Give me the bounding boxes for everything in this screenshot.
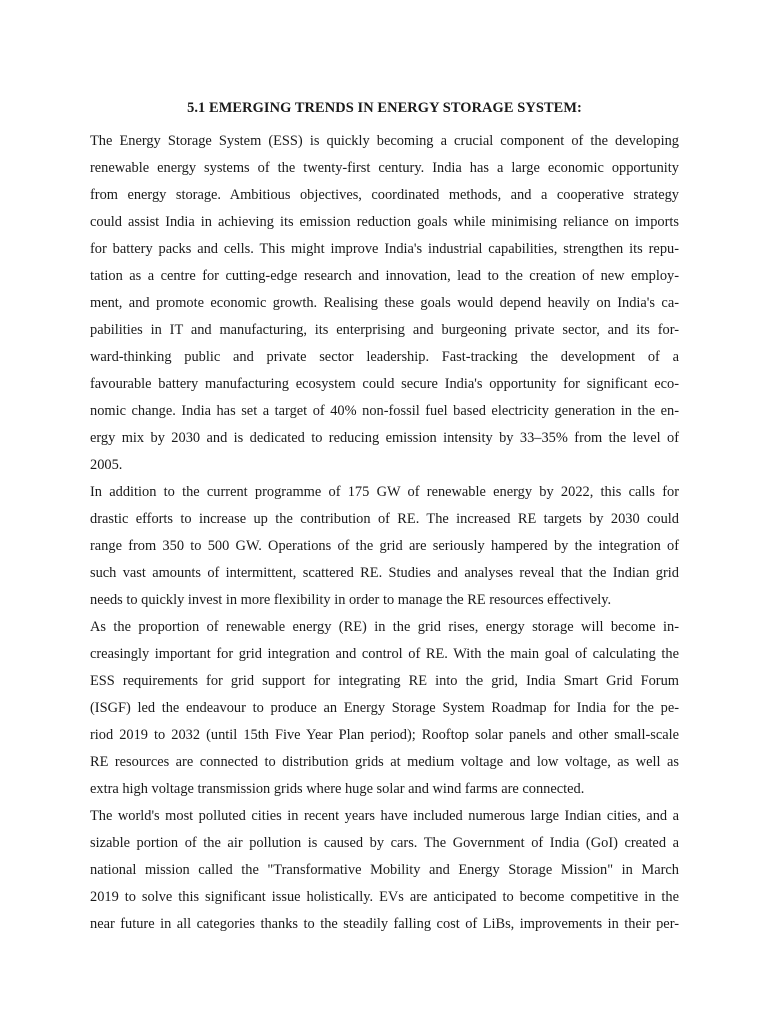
paragraph-line: As the proportion of renewable energy (RE) in the grid rises, energy storage will become in- — [90, 619, 679, 635]
paragraph-line: pabilities in IT and manufacturing, its enterprising and burgeoning private sector, and its for- — [90, 322, 679, 338]
paragraph-line: from energy storage. Ambitious objectives, coordinated methods, and a cooperative strategy — [90, 187, 679, 203]
section-title: 5.1 EMERGING TRENDS IN ENERGY STORAGE SYSTEM: — [187, 100, 582, 116]
paragraph-line: extra high voltage transmission grids where huge solar and wind farms are connected. — [90, 781, 585, 797]
paragraph-line: ESS requirements for grid support for integrating RE into the grid, India Smart Grid Forum — [90, 673, 679, 689]
paragraph-line: ment, and promote economic growth. Realising these goals would depend heavily on India's ca- — [90, 295, 679, 311]
paragraph-line: creasingly important for grid integration and control of RE. With the main goal of calculating the — [90, 646, 679, 662]
paragraph-line: ergy mix by 2030 and is dedicated to reducing emission intensity by 33–35% from the level of — [90, 430, 679, 446]
paragraph-line: for battery packs and cells. This might improve India's industrial capabilities, strengthen its repu- — [90, 241, 679, 257]
paragraph-line: near future in all categories thanks to the steadily falling cost of LiBs, improvements in their per- — [90, 916, 679, 932]
paragraph-line: such vast amounts of intermittent, scattered RE. Studies and analyses reveal that the Indian grid — [90, 565, 679, 581]
paragraph-line: national mission called the "Transformative Mobility and Energy Storage Mission" in March — [90, 862, 679, 878]
paragraph-grid-integration — [90, 614, 679, 803]
paragraph-line: 2019 to solve this significant issue holistically. EVs are anticipated to become competitive in the — [90, 889, 679, 905]
paragraph-line: In addition to the current programme of 175 GW of renewable energy by 2022, this calls for — [90, 484, 679, 500]
paragraph-line: The world's most polluted cities in recent years have included numerous large Indian cities, and a — [90, 808, 679, 824]
paragraph-mobility-mission — [90, 803, 679, 938]
paragraph-line: RE resources are connected to distribution grids at medium voltage and low voltage, as well as — [90, 754, 679, 770]
paragraph-line: sizable portion of the air pollution is caused by cars. The Government of India (GoI) created a — [90, 835, 679, 851]
paragraph-line: riod 2019 to 2032 (until 15th Five Year Plan period); Rooftop solar panels and other small-scale — [90, 727, 679, 743]
paragraph-line: nomic change. India has set a target of 40% non-fossil fuel based electricity generation in the en- — [90, 403, 679, 419]
paragraph-line: renewable energy systems of the twenty-first century. India has a large economic opportunity — [90, 160, 679, 176]
paragraph-line: range from 350 to 500 GW. Operations of the grid are seriously hampered by the integration of — [90, 538, 679, 554]
paragraph-line: drastic efforts to increase up the contribution of RE. The increased RE targets by 2030 could — [90, 511, 679, 527]
paragraph-line: needs to quickly invest in more flexibility in order to manage the RE resources effectively. — [90, 592, 612, 608]
paragraph-line: The Energy Storage System (ESS) is quickly becoming a crucial component of the developing — [90, 133, 679, 149]
paragraph-re-programme — [90, 479, 679, 614]
paragraph-line: tation as a centre for cutting-edge research and innovation, lead to the creation of new employ- — [90, 268, 679, 284]
paragraph-line: ward-thinking public and private sector leadership. Fast-tracking the development of a — [90, 349, 679, 365]
paragraph-line: could assist India in achieving its emission reduction goals while minimising reliance on imports — [90, 214, 679, 230]
paragraph-ess-overview — [90, 128, 679, 479]
paragraph-line: 2005. — [90, 457, 123, 473]
paragraph-line: favourable battery manufacturing ecosystem could secure India's opportunity for significant eco- — [90, 376, 679, 392]
paragraph-line: (ISGF) led the endeavour to produce an Energy Storage System Roadmap for India for the pe- — [90, 700, 679, 716]
